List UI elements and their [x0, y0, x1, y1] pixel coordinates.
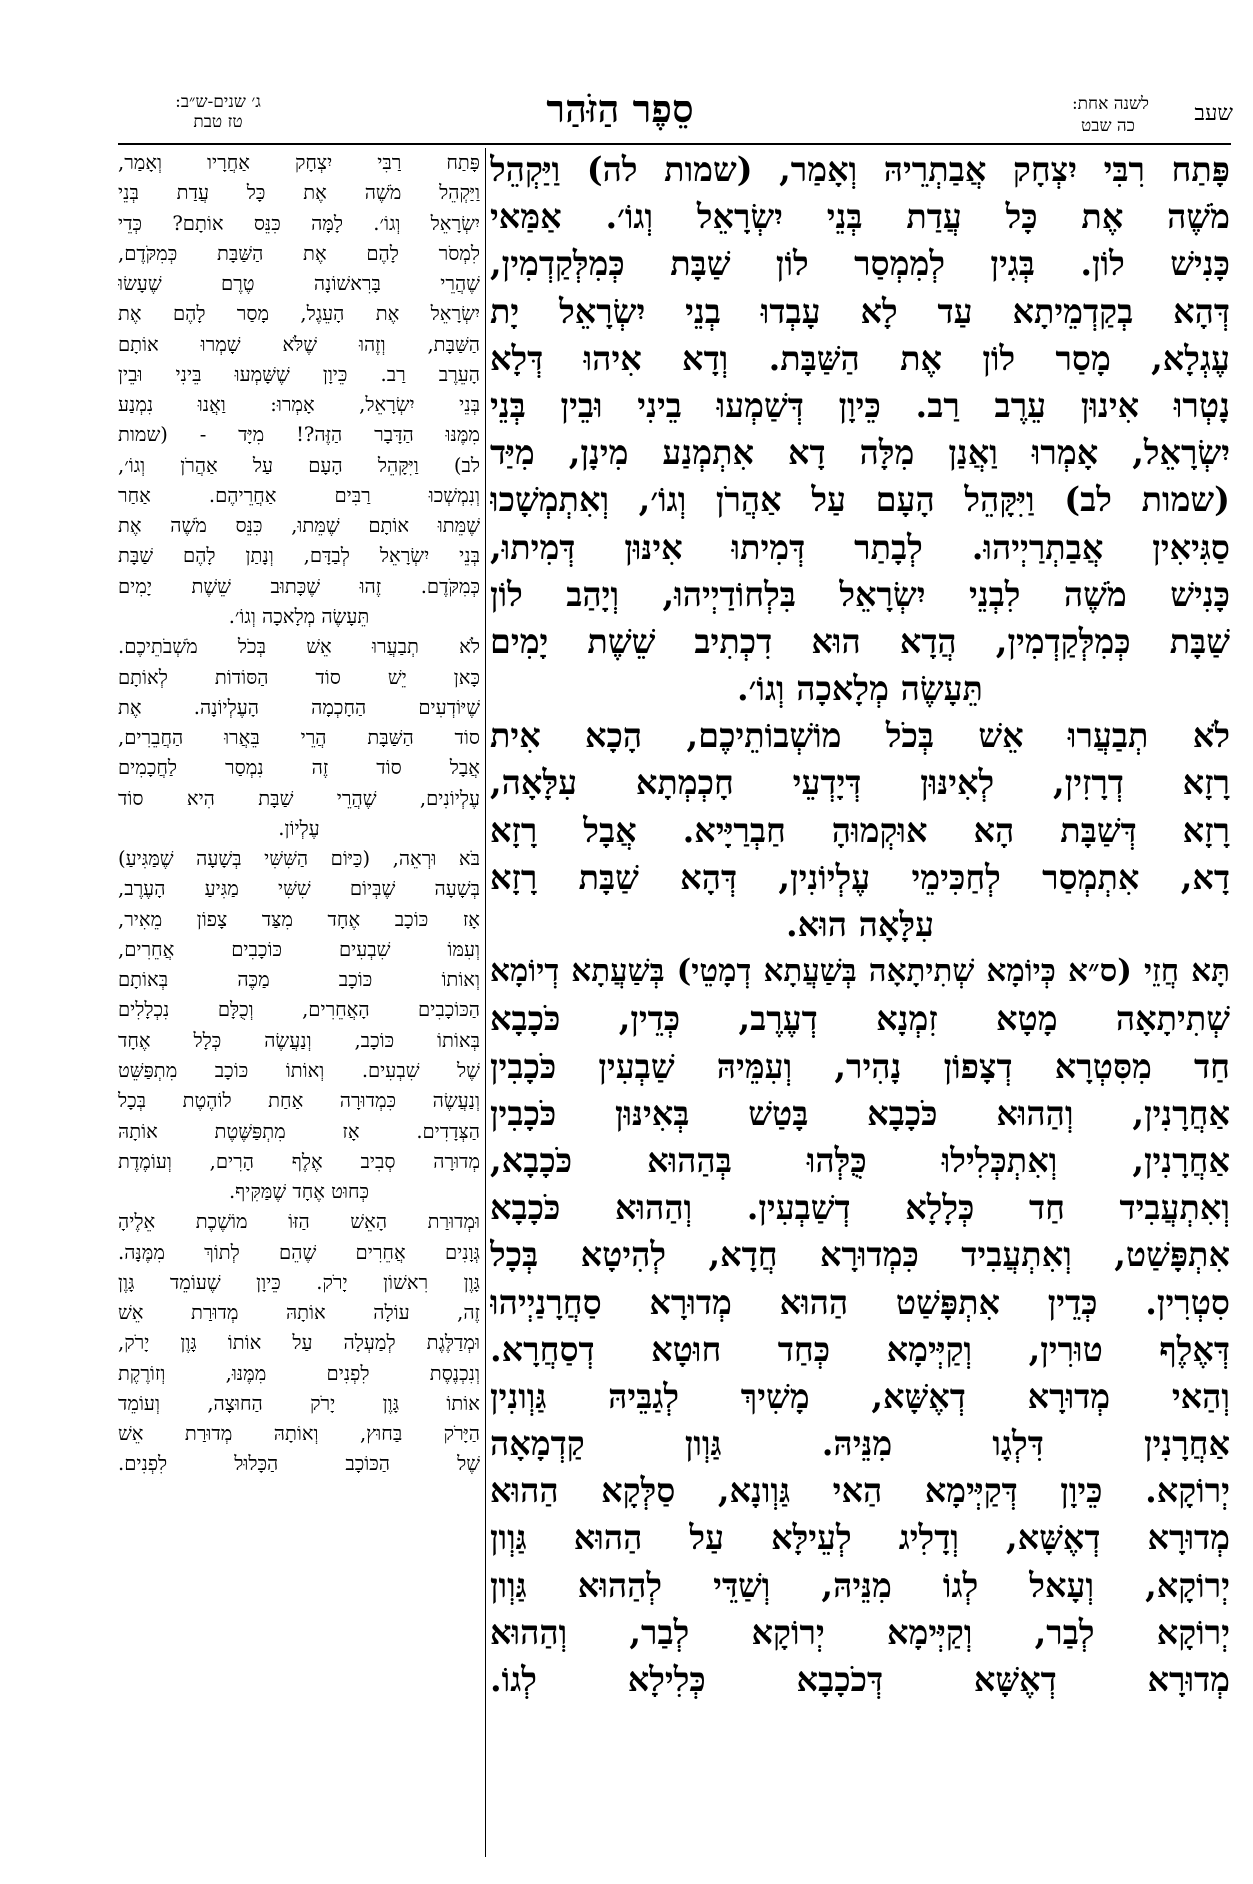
commentary-line: אָז כּוֹכָב אֶחָד מִצַּד צָפוֹן מֵאִיר,: [118, 907, 480, 931]
main-text-line: מְדוּרָא דְאֶשָּׁא, וְדָלִיג לְעֵילָּא עַל הַהוּא גַּוְון: [490, 1518, 1230, 1558]
commentary-line: שֶׁהֲרֵי בָּרִאשׁוֹנָה טֶרֶם שֶׁעָשׂוּ: [118, 272, 480, 296]
commentary-line: גְּוָנִים אֲחֵרִים שֶׁהֵם לְתוֹךְ מִמֶּנָּה.: [118, 1240, 480, 1264]
commentary-line: בְּשָׁעָה שֶׁבְּיוֹם שִׁשִּׁי מַגִּיעַ הָעֶרֶב,: [118, 877, 480, 901]
main-text-line: דְּאֶלֶף טוּרִין, וְקַיְּימָא כְּחַד חוּטָא דְסַחֲרָא.: [490, 1329, 1230, 1369]
commentary-line: אֲבָל סוֹד זֶה נִמְסַר לַחֲכָמִים: [118, 756, 480, 780]
commentary-line: כָּאן יֵשׁ סוֹד הַסּוֹדוֹת לְאוֹתָם: [118, 665, 480, 689]
commentary-column: [118, 148, 480, 1480]
main-text-line: פָּתַח רִבִּי יִצְחָק אֲבַתְרֵיהּ וְאָמַר, (שמות לה) וַיַּקְהֵל: [490, 150, 1230, 189]
header-left: [118, 92, 318, 132]
commentary-line: וּמְדַלֶּגֶת לְמַעְלָה עַל אוֹתוֹ גָּוֶן יָרֹק,: [118, 1331, 480, 1355]
main-text-line: עִלָּאָה הוּא.: [785, 905, 935, 944]
main-text-line: לֹא תְבַעֲרוּ אֵשׁ בְּכֹל מוֹשְׁבוֹתֵיכֶם, הָכָא אִית: [490, 716, 1230, 756]
column-divider: [485, 148, 486, 1857]
commentary-line: בְּנֵי יִשְׂרָאֵל לְבַדָּם, וְנָתַן לָהֶם שַׁבָּת: [118, 544, 480, 568]
main-text-line: יִשְׂרָאֵל, אָמְרוּ וַאֲנַן מִלָּה דָא אִתְמְנַע מִינָן, מִיַּד: [490, 433, 1230, 473]
commentary-line: תֵּעָשֶׂה מְלָאכָה וְגוֹ׳.: [228, 604, 370, 628]
commentary-line: עֶלְיוֹנִים, שֶׁהֲרֵי שַׁבָּת הִיא סוֹד: [118, 786, 480, 810]
commentary-line: לֹא תְבַעֲרוּ אֵשׁ בְּכֹל מֹשְׁבֹתֵיכֶם.: [118, 635, 480, 659]
commentary-line: הָעֵרֶב רַב. כֵּיוָן שֶׁשָּׁמְעוּ בֵּינִי וּבֵין: [118, 362, 480, 386]
commentary-line: בֹּא וּרְאֵה, (כַּיּוֹם הַשִּׁשִּׁי בְּשָׁעָה שֶׁמַּגִּיעַ): [118, 847, 480, 871]
commentary-line: וְעִמּוֹ שִׁבְעִים כּוֹכָבִים אֲחֵרִים,: [118, 937, 480, 961]
main-text-line: יְרוֹקָא, וְעָאל לְגוֹ מִנֵּיהּ, וְשַׁדֵּי לְהַהוּא גַּוְון: [490, 1565, 1230, 1605]
main-text-line: תָּא חֲזֵי (ס״א כְּיוֹמָא שְׁתִיתָאָה בְּשַׁעֲתָא דְמָטֵי) בְּשַׁעֲתָא דְיוֹמָא: [490, 953, 1230, 990]
commentary-line: יִשְׂרָאֵל אֶת הָעֵגֶל, מָסַר לָהֶם אֶת: [118, 302, 480, 326]
commentary-line: וְאוֹתוֹ כּוֹכָב מַכֶּה בְּאוֹתָם: [118, 968, 480, 992]
commentary-line: הַכּוֹכָבִים הָאֲחֵרִים, וְכֻלָּם נִכְלָלִים: [118, 998, 480, 1022]
main-text-line: וְאִתְעֲבִיד חַד כְּלָלָא דְשַׁבְעִין. וְהַהוּא כֹּכָבָא: [490, 1188, 1230, 1228]
commentary-line: וַיַּקְהֵל מֹשֶׁה אֶת כָּל עֲדַת בְּנֵי: [118, 181, 480, 205]
commentary-line: לב) וַיִּקָּהֵל הָעָם עַל אַהֲרֹן וְגוֹ׳,: [118, 453, 480, 477]
commentary-line: יִשְׂרָאֵל וְגוֹ׳. לָמָּה כִּנֵּס אוֹתָם? כְּדֵי: [118, 211, 480, 235]
main-text-line: נָטְרוּ אִינוּן עֵרֶב רַב. כֵּיוָן דְּשַׁמְעוּ בֵינִי וּבֵין בְּנֵי: [490, 385, 1230, 425]
main-text-line: אִתְפָּשַׁט, וְאִתְעֲבִיד כִּמְדוּרָא חֲדָא, לְהִיטָא בְּכָל: [490, 1235, 1230, 1275]
commentary-line: שֶׁמֵּתוּ אוֹתָם שֶׁמֵּתוּ, כִּנֵּס מֹשֶׁה אֶת: [118, 514, 480, 538]
commentary-line: בְּנֵי יִשְׂרָאֵל, אָמְרוּ: וַאֲנוּ נִמְנַע: [118, 393, 480, 417]
main-text-line: דְּהָא בְקַדְמֵיתָא עַד לָא עָבְדוּ בְנֵי יִשְׂרָאֵל יָת: [490, 291, 1230, 331]
commentary-line: שֶׁל שִׁבְעִים. וְאוֹתוֹ כּוֹכָב מִתְפַּשֵּׁט: [118, 1058, 480, 1082]
commentary-line: וְנַעֲשֶׂה כִּמְדוּרָה אַחַת לוֹהֶטֶת בְּכָל: [118, 1089, 480, 1113]
main-text-line: כָּנִישׁ לוֹן. בְּגִין לְמִמְסַר לוֹן שַׁבָּת כְּמִלְּקַדְמִין,: [490, 244, 1230, 284]
main-text-line: עֶגְלָא, מָסַר לוֹן אֶת הַשַּׁבָּת. וְדָא אִיהוּ דְּלָא: [490, 338, 1230, 378]
commentary-line: וְנִכְנֶסֶת לִפְנִים מִמֶּנּוּ, וְזוֹרֶקֶת: [118, 1361, 480, 1385]
commentary-line: סוֹד הַשַּׁבָּת הֲרֵי בֵּאֲרוּ הַחֲבֵרִים,: [118, 726, 480, 750]
header-left-line-2: טז טבת: [193, 112, 243, 132]
header-right-line-2: כה שבט: [1081, 116, 1135, 136]
main-text-line: אַחֲרָנִין, וְאִתְכְּלִילוּ כֻּלְּהוּ בְּהַהוּא כֹּכָבָא,: [490, 1140, 1230, 1180]
main-text-line: תֵּעָשֶׂה מְלָאכָה וְגוֹ׳.: [737, 669, 983, 709]
page-title: סֵפֶר הַזֹּהַר: [546, 86, 694, 131]
main-text-line: אַחֲרָנִין, וְהַהוּא כֹּכָבָא בָּטַשׁ בְּאִינּוּן כֹּכָבִין: [490, 1093, 1230, 1133]
commentary-line: פָּתַח רַבִּי יִצְחָק אַחֲרָיו וְאָמַר,: [118, 151, 480, 174]
main-text-line: שְׁתִיתָאָה מָטָא זִמְנָא דְעֶרֶב, כְּדֵין, כֹּכָבָא: [490, 999, 1230, 1039]
main-text-line: יְרוֹקָא. כֵּיוָן דְּקַיְּימָא הַאי גַּוְונָא, סַלְּקָא הַהוּא: [490, 1471, 1230, 1511]
commentary-line: כְּחוּט אֶחָד שֶׁמַּקִּיף.: [228, 1180, 370, 1204]
commentary-line: שֶׁל הַכּוֹכָב הַכָּלוּל לִפְנִים.: [118, 1452, 480, 1476]
commentary-line: עֶלְיוֹן.: [278, 816, 320, 840]
commentary-line: הַיָּרֹק בַּחוּץ, וְאוֹתָהּ מְדוּרַת אֵשׁ: [118, 1422, 480, 1446]
main-text-line: וְהַאי מְדוּרָא דְאֶשָּׁא, מָשִׁיךְ לְגַבֵּיהּ גַּוְונִין: [490, 1376, 1230, 1416]
main-text-line: סִטְרִין. כְּדֵין אִתְפָּשַׁט הַהוּא מְדוּרָא סַחֲרָנַיְיהוּ: [490, 1282, 1230, 1322]
page-number: שעב: [1194, 101, 1233, 126]
main-text-line: סַגִּיאִין אֲבַתְרַיְיהוּ. לְבָתַר דְּמִיתוּ אִינּוּן דְּמִיתוּ,: [490, 527, 1230, 567]
main-text-line: אַחֲרָנִין דִּלְגָו מִנֵּיהּ. גַּוְון קַדְמָאָה: [490, 1424, 1230, 1464]
commentary-line: וּמְדוּרַת הָאֵשׁ הַזּוֹ מוֹשֶׁכֶת אֵלֶיהָ: [118, 1210, 480, 1234]
main-text-line: כָּנִישׁ מֹשֶׁה לִבְנֵי יִשְׂרָאֵל בִּלְחוֹדַיְיהוּ, וְיָהַב לוֹן: [490, 574, 1230, 614]
commentary-line: וְנִמְשְׁכוּ רַבִּים אַחֲרֵיהֶם. אַחַר: [118, 483, 480, 507]
main-text-column: [490, 146, 1230, 1703]
commentary-line: הַצְּדָדִים. אָז מִתְפַּשֶּׁטֶת אוֹתָהּ: [118, 1119, 480, 1143]
header-right-line-1: לשנה אחת:: [1071, 94, 1149, 114]
main-text-line: מְדוּרָא דְאֶשָּׁא דְּכֹכָבָא כְּלִילָא לְגוֹ.: [490, 1660, 1230, 1699]
commentary-line: גָּוֶן רִאשׁוֹן יָרֹק. כֵּיוָן שֶׁעוֹמֵד גָּוֶן: [118, 1270, 480, 1294]
main-text-line: מֹשֶׁה אֶת כָּל עֲדַת בְּנֵי יִשְׂרָאֵל וְגוֹ׳. אַמַּאי: [490, 197, 1230, 237]
main-text-line: (שמות לב) וַיִּקָּהֵל הָעָם עַל אַהֲרֹן וְגוֹ׳, וְאִתְמְשָׁכוּ: [490, 480, 1230, 520]
header-rule: [118, 143, 1231, 145]
commentary-line: הַשַּׁבָּת, וְזֶהוּ שֶׁלֹּא שָׁמְרוּ אוֹתָם: [118, 332, 480, 356]
main-text-line: רָזָא דְּשַׁבָּת הָא אוּקְמוּהָ חַבְרַיָּיא. אֲבָל רָזָא: [490, 810, 1230, 850]
main-text-line: חַד מִסִּטְרָא דְצָפוֹן נָהִיר, וְעִמֵּיהּ שַׁבְעִין כֹּכָבִין: [490, 1046, 1230, 1086]
commentary-line: בְּאוֹתוֹ כּוֹכָב, וְנַעֲשֶׂה כְּלָל אֶחָד: [118, 1028, 480, 1052]
commentary-line: כְּמִקֹּדֶם. זֶהוּ שֶׁכָּתוּב שֵׁשֶׁת יָמִים: [118, 574, 480, 598]
commentary-line: אוֹתוֹ גָּוֶן יָרֹק הַחוּצָה, וְעוֹמֵד: [118, 1391, 480, 1415]
main-text-line: דָא, אִתְמְסַר לְחַכִּימֵי עֶלְיוֹנִין, דְּהָא שַׁבָּת רָזָא: [490, 857, 1230, 897]
header-right: [973, 92, 1233, 142]
commentary-line: לִמְסֹר לָהֶם אֶת הַשַּׁבָּת כְּמִקֹּדֶם,: [118, 241, 480, 265]
commentary-line: זֶה, עוֹלָה אוֹתָהּ מְדוּרַת אֵשׁ: [118, 1301, 480, 1325]
commentary-line: מִמֶּנּוּ הַדָּבָר הַזֶּה?! מִיָּד - (שמות: [118, 423, 480, 447]
main-text-line: רָזָא דְרָזִין, לְאִינּוּן דְּיָדְעֵי חָכְמְתָא עִלָּאָה,: [490, 763, 1230, 803]
main-text-line: שַׁבָּת כְּמִלְּקַדְמִין, הֲדָא הוּא דִכְתִיב שֵׁשֶׁת יָמִים: [490, 621, 1230, 661]
commentary-line: שֶׁיּוֹדְעִים הַחָכְמָה הָעֶלְיוֹנָה. אֶת: [118, 695, 480, 719]
header-left-line-1: ג׳ שנים-ש״ב:: [175, 92, 261, 112]
main-text-line: יְרוֹקָא לְבַר, וְקַיְּימָא יְרוֹקָא לְבַר, וְהַהוּא: [490, 1612, 1230, 1652]
commentary-line: מְדוּרָה סְבִיב אֶלֶף הָרִים, וְעוֹמֶדֶת: [118, 1149, 480, 1173]
